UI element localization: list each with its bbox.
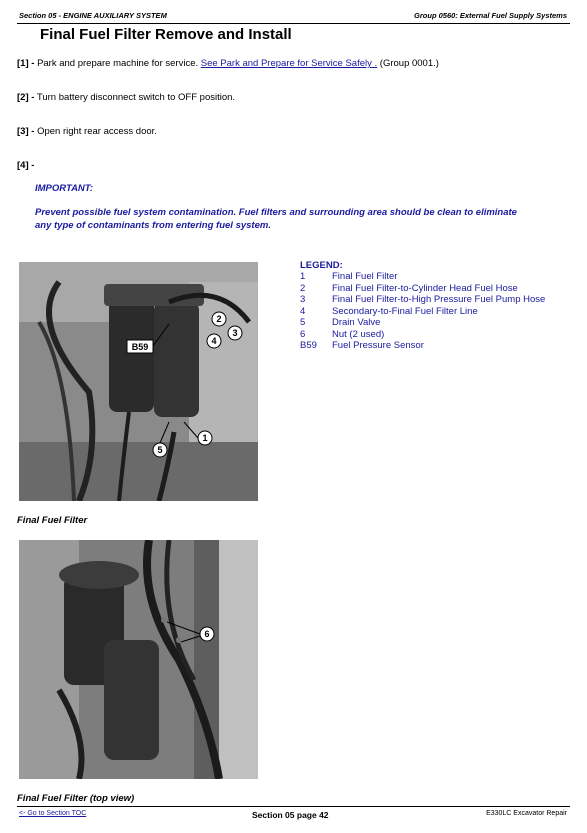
- step-1: [17, 58, 439, 69]
- legend-item: [300, 283, 545, 295]
- callout-b59: B59: [131, 342, 149, 352]
- footer-rule: [17, 806, 570, 807]
- legend-item: [300, 271, 545, 283]
- important-text: Prevent possible fuel system contamination. Fuel filters and surrounding area should be clean to eliminate any type of contaminants from entering fuel system.: [35, 207, 517, 231]
- legend-label: Secondary-to-Final Fuel Filter Line: [332, 305, 478, 317]
- callout-4: 4: [211, 336, 217, 346]
- header-section: Section 05 - ENGINE AUXILIARY SYSTEM: [19, 11, 167, 20]
- step-3: [17, 126, 157, 137]
- callout-1: 1: [202, 433, 208, 443]
- step-text: Open right rear access door.: [37, 126, 157, 137]
- step-text: Park and prepare machine for service.: [37, 58, 199, 69]
- callout-6: 6: [204, 629, 210, 639]
- final-fuel-filter-top-view-photo: [19, 540, 258, 779]
- legend-item: [300, 306, 545, 318]
- figure-caption-2: Final Fuel Filter (top view): [17, 793, 135, 804]
- legend-label: Drain Valve: [332, 317, 381, 328]
- step-text: Turn battery disconnect switch to OFF position.: [36, 92, 236, 103]
- legend: [300, 260, 545, 352]
- step-number: [4] -: [17, 160, 35, 171]
- figure-caption-1: Final Fuel Filter: [17, 515, 88, 526]
- legend-num: 4: [300, 305, 306, 317]
- park-prepare-link[interactable]: See Park and Prepare for Service Safely .: [200, 58, 378, 69]
- legend-item: [300, 329, 545, 341]
- legend-num: B59: [300, 340, 317, 351]
- header-rule: [17, 23, 570, 24]
- legend-num: 6: [300, 328, 306, 340]
- header-group: Group 0560: External Fuel Supply Systems: [414, 11, 567, 20]
- section-toc-link[interactable]: <- Go to Section TOC: [19, 810, 87, 817]
- final-fuel-filter-photo: [19, 262, 258, 501]
- legend-item: [300, 294, 545, 306]
- step-4: [17, 160, 34, 171]
- legend-label: Final Fuel Filter-to-Cylinder Head Fuel Hose: [332, 282, 518, 294]
- callout-5: 5: [157, 445, 163, 455]
- legend-num: 2: [300, 282, 306, 294]
- legend-num: 3: [300, 294, 306, 305]
- important-label: IMPORTANT:: [35, 183, 94, 194]
- callout-3: 3: [232, 328, 238, 338]
- manual-title: E330LC Excavator Repair: [486, 810, 567, 817]
- step-suffix: (Group 0001.): [377, 58, 439, 69]
- legend-label: Fuel Pressure Sensor: [332, 340, 424, 351]
- legend-num: 5: [300, 317, 306, 328]
- callout-2: 2: [216, 314, 222, 324]
- legend-label: Final Fuel Filter: [332, 271, 398, 282]
- step-number: [1] -: [17, 58, 35, 69]
- legend-label: Nut (2 used): [332, 328, 385, 340]
- page-number: Section 05 page 42: [252, 810, 329, 820]
- page-title: Final Fuel Filter Remove and Install: [40, 26, 292, 43]
- legend-num: 1: [300, 271, 306, 282]
- step-number: [2] -: [17, 92, 35, 103]
- legend-item: [300, 317, 545, 329]
- step-number: [3] -: [17, 126, 35, 137]
- legend-label: Final Fuel Filter-to-High Pressure Fuel Pump Hose: [332, 294, 546, 305]
- legend-item: [300, 340, 545, 352]
- legend-title: LEGEND:: [300, 260, 343, 271]
- step-2: [17, 92, 235, 103]
